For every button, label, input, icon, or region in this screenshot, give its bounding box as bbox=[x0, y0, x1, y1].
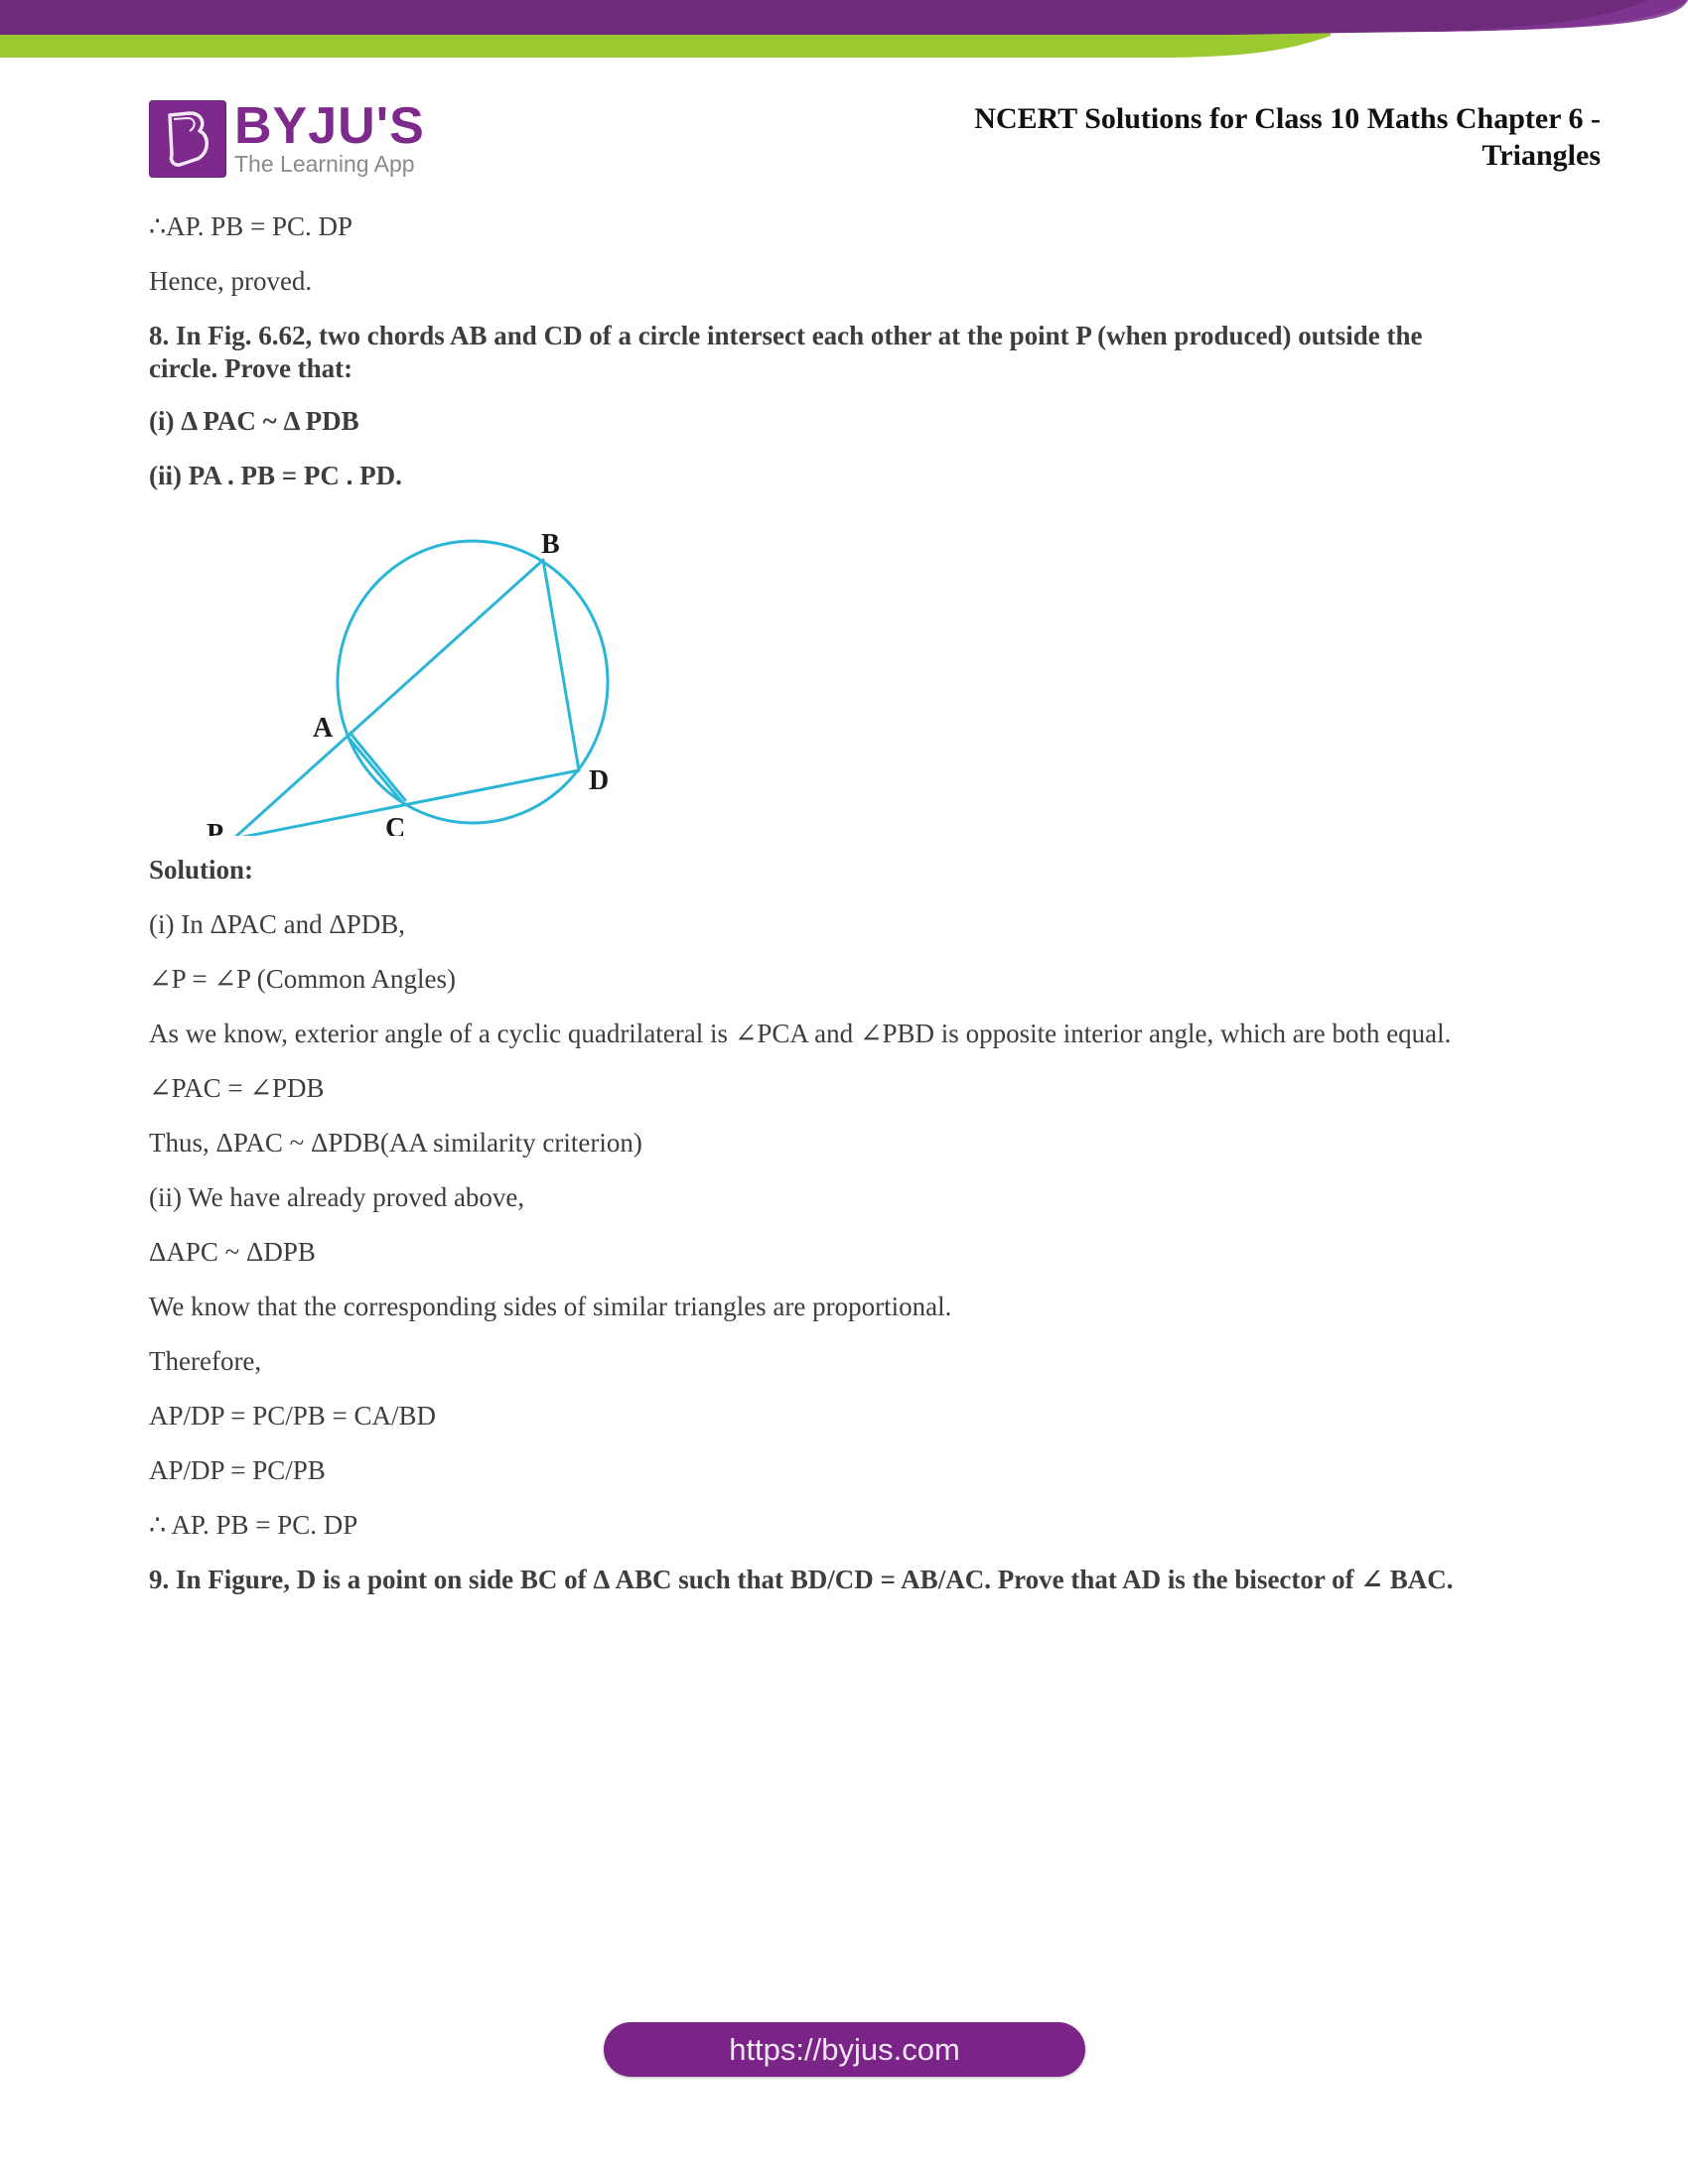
footer-website-link[interactable] bbox=[604, 2022, 1085, 2077]
previous-conclusion: ∴AP. PB = PC. DP bbox=[149, 211, 352, 241]
footer-url[interactable]: https://byjus.com bbox=[729, 2031, 960, 2067]
solution-line-7: ΔAPC ~ ΔDPB bbox=[149, 1237, 316, 1267]
question-8-part-ii: (ii) PA . PB = PC . PD. bbox=[149, 461, 402, 490]
b-letter-icon bbox=[160, 109, 215, 169]
logo-tagline: The Learning App bbox=[234, 151, 415, 177]
solution-line-4: ∠PAC = ∠PDB bbox=[149, 1073, 325, 1103]
label-b: B bbox=[541, 529, 560, 560]
solution-line-5: Thus, ΔPAC ~ ΔPDB(AA similarity criterion) bbox=[149, 1128, 642, 1158]
logo-brand-name: BYJU'S bbox=[234, 97, 425, 155]
solution-line-9: Therefore, bbox=[149, 1346, 262, 1376]
solution-line-12: ∴ AP. PB = PC. DP bbox=[149, 1510, 358, 1540]
previous-hence-proved: Hence, proved. bbox=[149, 266, 313, 296]
document-title-line2: Triangles bbox=[1481, 139, 1601, 172]
question-9-statement: 9. In Figure, D is a point on side BC of Δ ABC such that BD/CD = AB/AC. Prove that AD is the bisector of ∠ BAC. bbox=[149, 1565, 1454, 1594]
logo-mark bbox=[149, 100, 226, 178]
circle-chords-diagram bbox=[149, 508, 690, 836]
label-a: A bbox=[313, 713, 334, 744]
label-c: C bbox=[385, 813, 406, 836]
question-8-line2: circle. Prove that: bbox=[149, 353, 353, 383]
solution-line-1: (i) In ΔPAC and ΔPDB, bbox=[149, 909, 406, 939]
question-8-line1: 8. In Fig. 6.62, two chords AB and CD of a circle intersect each other at the point P (when produced) outside the bbox=[149, 321, 1423, 350]
document-body bbox=[149, 210, 1539, 1618]
label-d: D bbox=[589, 765, 610, 796]
figure-6-62 bbox=[149, 508, 690, 836]
label-p: P bbox=[207, 819, 224, 836]
question-8-part-i: (i) Δ PAC ~ Δ PDB bbox=[149, 406, 359, 436]
solution-heading: Solution: bbox=[149, 855, 254, 885]
byjus-logo bbox=[149, 99, 437, 179]
solution-line-10: AP/DP = PC/PB = CA/BD bbox=[149, 1401, 437, 1431]
document-title bbox=[974, 100, 1601, 174]
solution-line-3: As we know, exterior angle of a cyclic quadrilateral is ∠PCA and ∠PBD is opposite interior angle, which are both equal. bbox=[149, 1019, 1452, 1048]
solution-line-11: AP/DP = PC/PB bbox=[149, 1455, 326, 1485]
solution-line-6: (ii) We have already proved above, bbox=[149, 1182, 525, 1212]
solution-line-8: We know that the corresponding sides of similar triangles are proportional. bbox=[149, 1292, 952, 1321]
solution-line-2: ∠P = ∠P (Common Angles) bbox=[149, 964, 456, 994]
header-banner bbox=[0, 0, 1688, 62]
question-8-statement bbox=[149, 320, 1539, 385]
document-title-line1: NCERT Solutions for Class 10 Maths Chapter 6 - bbox=[974, 102, 1601, 135]
